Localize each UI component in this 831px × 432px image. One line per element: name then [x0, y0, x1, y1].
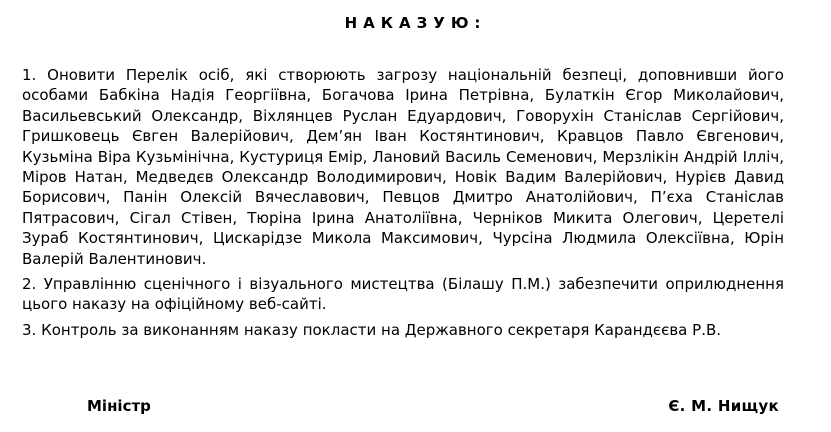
signatory-name: Є. М. Нищук [668, 397, 779, 415]
order-heading: НАКАЗУЮ: [344, 14, 487, 32]
order-body [22, 65, 784, 345]
signatory-title: Міністр [87, 397, 151, 415]
order-paragraph-2: 2. Управлінню сценічного і візуального мистецтва (Білашу П.М.) забезпечити оприлюднення цього наказу на офіційному веб-сайті. [22, 275, 784, 314]
order-paragraph-3: 3. Контроль за виконанням наказу покласти на Державного секретаря Карандєєва Р.В. [22, 320, 722, 339]
order-paragraph-1: 1. Оновити Перелік осіб, які створюють загрозу національній безпеці, доповнивши його особами Бабкіна Надія Георгіївна, Богачова Ірина Петрівна, Булаткін Єгор Миколайович, Васильевський Олександр, Віхлянцев Руслан Едуардович, Говорухін Станіслав Сергійович, Гришковець Євген Валерійович, Дем’ян Іван Костянтинович, Кравцов Павло Євгенович, Кузьміна Віра Кузьмінічна, Кустуриця Емір, Лановий Василь Семенович, Мерзлікін Андрій Ілліч, Міров Натан, Медведєв Олександр Володимирович, Новік Вадим Валерійович, Нурієв Давид Борисович, Панін Олексій Вячеславович, Певцов Дмитро Анатолійович, П’єха Станіслав Пятрасович, Сігал Стівен, Тюріна Ірина Анатоліївна, Черніков Микита Олегович, Церетелі Зураб Костянтинович, Цискарідзе Микола Максимович, Чурсіна Людмила Олексіївна, Юрін Валерій Валентинович. [22, 66, 784, 268]
